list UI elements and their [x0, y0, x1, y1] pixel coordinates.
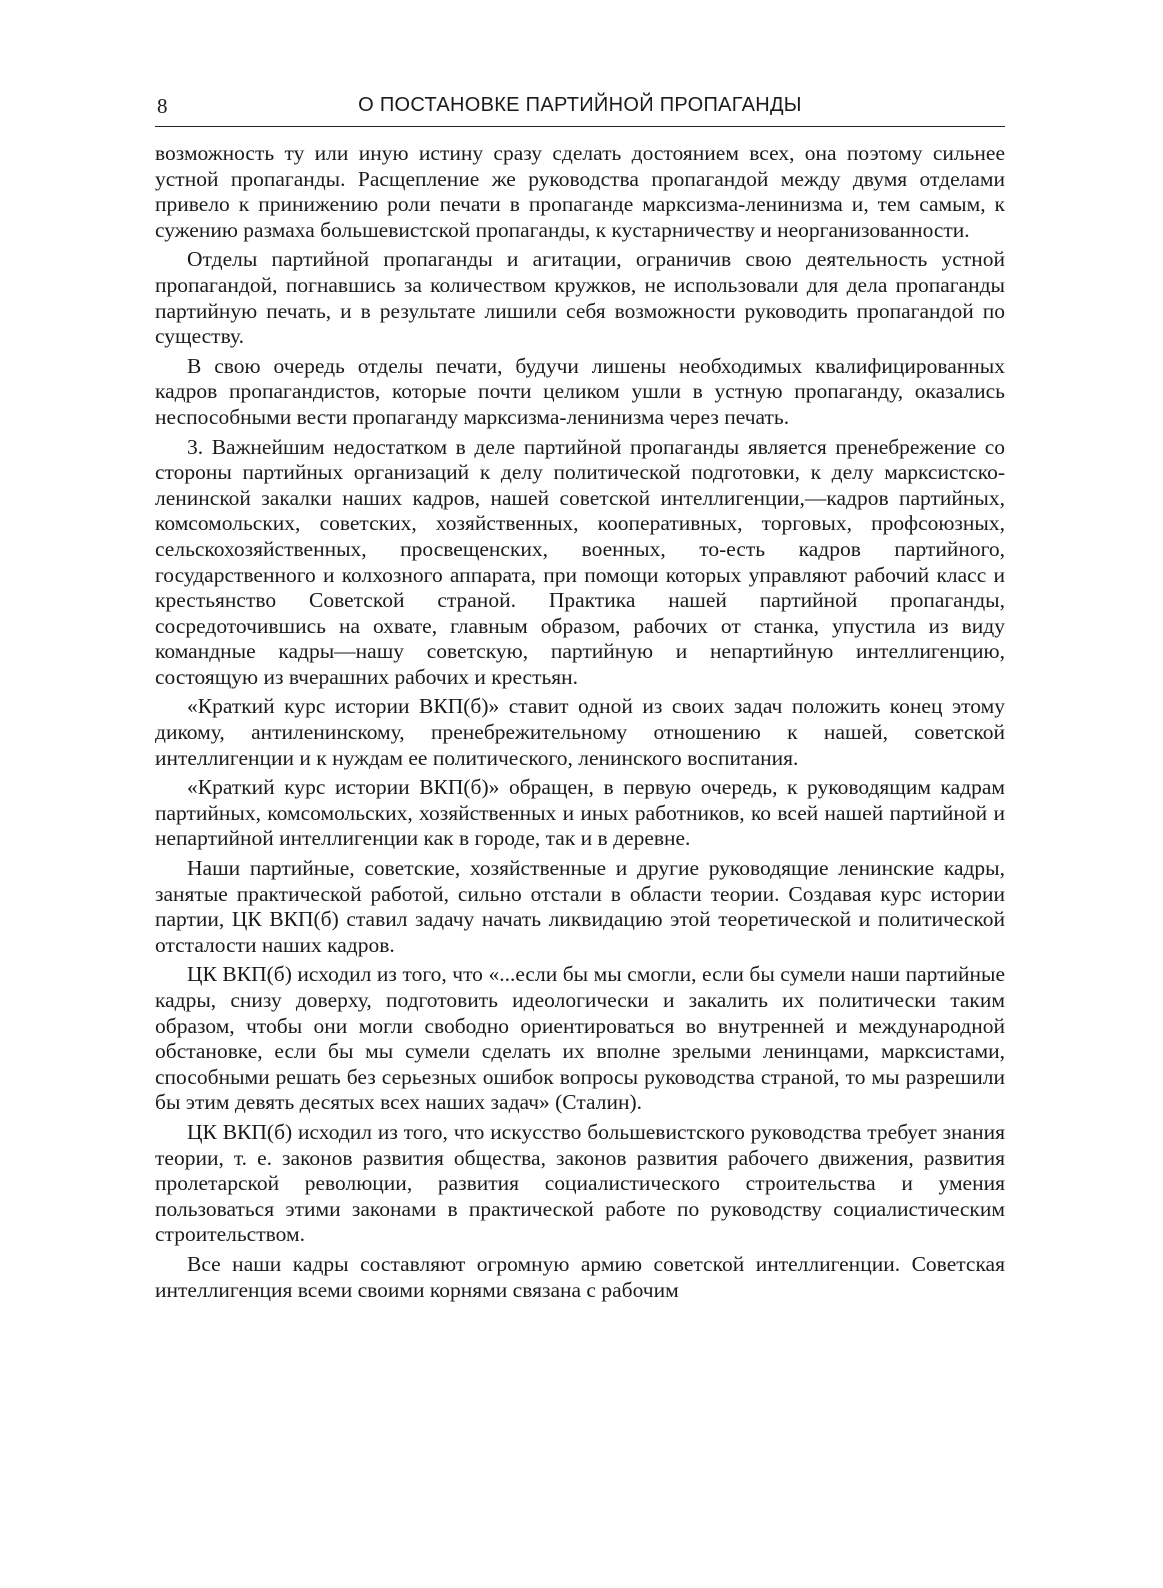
running-header — [155, 90, 1005, 127]
paragraph: «Краткий курс истории ВКП(б)» обращен, в первую очередь, к руководящим кадрам партийных, комсомольских, хозяйственных и иных работников, ко всей нашей партийной и непартийной интеллигенции как в городе, так и в деревне. — [155, 775, 1005, 851]
page-number: 8 — [157, 94, 168, 118]
paragraph-continuation: возможность ту или иную истину сразу сделать достоянием всех, она поэтому сильнее устной пропаганды. Расщепление же руководства пропагандой между двумя отделами привело к принижению роли печати в пропаганде марксизма-ленинизма и, тем самым, к сужению размаха большевистской пропаганды, к кустарничеству и неорганизованности. — [155, 141, 1005, 242]
paragraph: В свою очередь отделы печати, будучи лишены необходимых квалифицированных кадров пропагандистов, которые почти целиком ушли в устную пропаганду, оказались неспособными вести пропаганду марксизма-ленинизма через печать. — [155, 353, 1005, 429]
body-text — [155, 141, 1005, 1303]
running-title: О ПОСТАНОВКЕ ПАРТИЙНОЙ ПРОПАГАНДЫ — [358, 94, 802, 116]
paragraph: Наши партийные, советские, хозяйственные и другие руководящие ленинские кадры, занятые практической работой, сильно отстали в области теории. Создавая курс истории партии, ЦК ВКП(б) ставил задачу начать ликвидацию этой теоретической и политической отсталости наших кадров. — [155, 856, 1005, 957]
paragraph: Все наши кадры составляют огромную армию советской интеллигенции. Советская интеллигенция всеми своими корнями связана с рабочим — [155, 1251, 1005, 1302]
paragraph: Отделы партийной пропаганды и агитации, ограничив свою деятельность устной пропагандой, погнавшись за количеством кружков, не использовали для дела пропаганды партийную печать, и в результате лишили себя возможности руководить пропагандой по существу. — [155, 247, 1005, 349]
paragraph: 3. Важнейшим недостатком в деле партийной пропаганды является пренебрежение со стороны партийных организаций к делу политической подготовки, к делу марксистско-ленинской закалки наших кадров, нашей советской интеллигенции,—кадров партийных, комсомольских, советских, хозяйственных, кооперативных, торговых, профсоюзных, сельскохозяйственных, просвещенских, военных, то-есть кадров партийного, государственного и колхозного аппарата, при помощи которых управляют рабочий класс и крестьянство Советской страной. Практика нашей партийной пропаганды, сосредоточившись на охвате, главным образом, рабочих от станка, упустила из виду командные кадры—нашу советскую, партийную и непартийную интеллигенцию, состоящую из вчерашних рабочих и крестьян. — [155, 434, 1005, 689]
page — [155, 90, 1005, 1303]
paragraph: ЦК ВКП(б) исходил из того, что искусство большевистского руководства требует знания теории, т. е. законов развития общества, законов развития рабочего движения, развития пролетарской революции, развития социалистического строительства и умения пользоваться этими законами в практической работе по руководству социалистическим строительством. — [155, 1119, 1005, 1247]
paragraph: «Краткий курс истории ВКП(б)» ставит одной из своих задач положить конец этому дикому, антиленинскому, пренебрежительному отношению к нашей, советской интеллигенции и к нуждам ее политического, ленинского воспитания. — [155, 694, 1005, 770]
paragraph: ЦК ВКП(б) исходил из того, что «...если бы мы смогли, если бы сумели наши партийные кадры, снизу доверху, подготовить идеологически и закалить их политически таким образом, чтобы они могли свободно ориентироваться во внутренней и международной обстановке, если бы мы сумели сделать их вполне зрелыми ленинцами, марксистами, способными решать без серьезных ошибок вопросы руководства страной, то мы разрешили бы этим девять десятых всех наших задач» (Сталин). — [155, 962, 1005, 1115]
